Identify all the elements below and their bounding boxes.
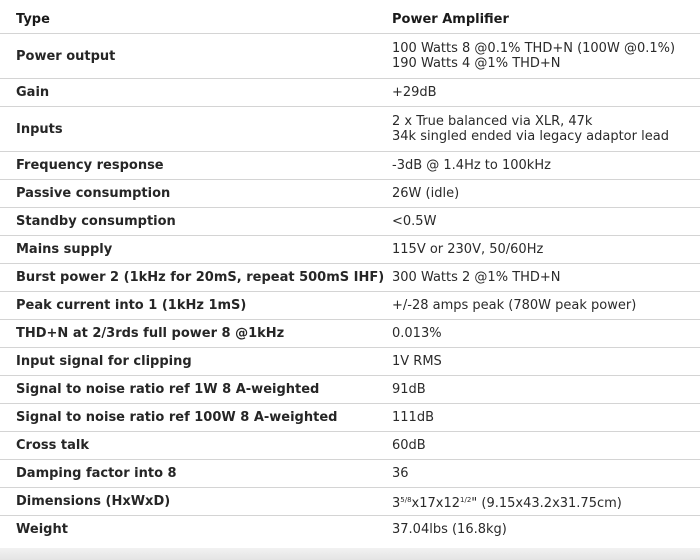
table-row bbox=[0, 516, 700, 544]
spec-value-dimensions bbox=[392, 488, 700, 516]
spec-value: +/-28 amps peak (780W peak power) bbox=[392, 292, 700, 320]
spec-label: Type bbox=[0, 6, 392, 34]
spec-label: Inputs bbox=[0, 107, 392, 152]
spec-value: 37.04lbs (16.8kg) bbox=[392, 522, 507, 537]
spec-label: THD+N at 2/3rds full power 8 @1kHz bbox=[0, 320, 392, 348]
spec-label: Signal to noise ratio ref 1W 8 A-weighted bbox=[0, 376, 392, 404]
spec-label: Gain bbox=[0, 79, 392, 107]
table-row bbox=[0, 34, 700, 79]
spec-value: 111dB bbox=[392, 404, 700, 432]
spec-label: Peak current into 1 (1kHz 1mS) bbox=[0, 292, 392, 320]
dimension-metric: " (9.15x43.2x31.75cm) bbox=[471, 495, 622, 511]
spec-label: Frequency response bbox=[0, 152, 392, 180]
spec-label: Standby consumption bbox=[0, 208, 392, 236]
spec-value-line: 100 Watts 8 @0.1% THD+N (100W @0.1%) bbox=[392, 41, 676, 56]
spec-value bbox=[392, 107, 700, 152]
spec-value: 0.013% bbox=[392, 320, 700, 348]
spec-value: 36 bbox=[392, 460, 700, 488]
spec-label: Damping factor into 8 bbox=[0, 460, 392, 488]
spec-label: Weight bbox=[16, 522, 68, 537]
spec-value-line: 190 Watts 4 @1% THD+N bbox=[392, 56, 561, 71]
dimension-width-depth: x17x12 bbox=[411, 495, 461, 511]
spec-value: <0.5W bbox=[392, 208, 700, 236]
dimension-depth-fraction: 1/2 bbox=[460, 495, 472, 504]
table-row-header bbox=[0, 6, 700, 34]
table-row bbox=[0, 107, 700, 152]
table-row bbox=[0, 79, 700, 107]
table-row bbox=[0, 320, 700, 348]
spec-label: Dimensions (HxWxD) bbox=[0, 488, 392, 516]
spec-label: Burst power 2 (1kHz for 20mS, repeat 500mS IHF) bbox=[0, 264, 392, 292]
table-row bbox=[0, 208, 700, 236]
table-row bbox=[0, 292, 700, 320]
spec-value: 60dB bbox=[392, 432, 700, 460]
spec-value: -3dB @ 1.4Hz to 100kHz bbox=[392, 152, 700, 180]
table-row bbox=[0, 348, 700, 376]
spec-value-line: 34k singled ended via legacy adaptor lead bbox=[392, 129, 669, 144]
table-row bbox=[0, 432, 700, 460]
specifications-table bbox=[0, 6, 700, 543]
spec-value: 26W (idle) bbox=[392, 180, 700, 208]
bottom-edge-shadow bbox=[0, 548, 700, 560]
table-row bbox=[0, 236, 700, 264]
table-row bbox=[0, 404, 700, 432]
spec-label: Mains supply bbox=[0, 236, 392, 264]
table-row bbox=[0, 264, 700, 292]
spec-label: Cross talk bbox=[0, 432, 392, 460]
spec-label: Signal to noise ratio ref 100W 8 A-weighted bbox=[0, 404, 392, 432]
spec-label: Power output bbox=[0, 34, 392, 79]
spec-label: Passive consumption bbox=[0, 180, 392, 208]
spec-value bbox=[392, 34, 700, 79]
dimension-height: 3 bbox=[392, 495, 401, 511]
table-row bbox=[0, 460, 700, 488]
spec-label: Input signal for clipping bbox=[0, 348, 392, 376]
table-row bbox=[0, 488, 700, 516]
spec-value: +29dB bbox=[392, 79, 700, 107]
spec-value-line: 2 x True balanced via XLR, 47k bbox=[392, 114, 593, 129]
spec-value: 115V or 230V, 50/60Hz bbox=[392, 236, 700, 264]
spec-value: Power Amplifier bbox=[392, 6, 700, 34]
table-row bbox=[0, 152, 700, 180]
spec-value: 91dB bbox=[392, 376, 700, 404]
table-row bbox=[0, 376, 700, 404]
table-row bbox=[0, 180, 700, 208]
spec-value: 300 Watts 2 @1% THD+N bbox=[392, 264, 700, 292]
spec-value: 1V RMS bbox=[392, 348, 700, 376]
dimension-height-fraction: 5/8 bbox=[400, 495, 412, 504]
